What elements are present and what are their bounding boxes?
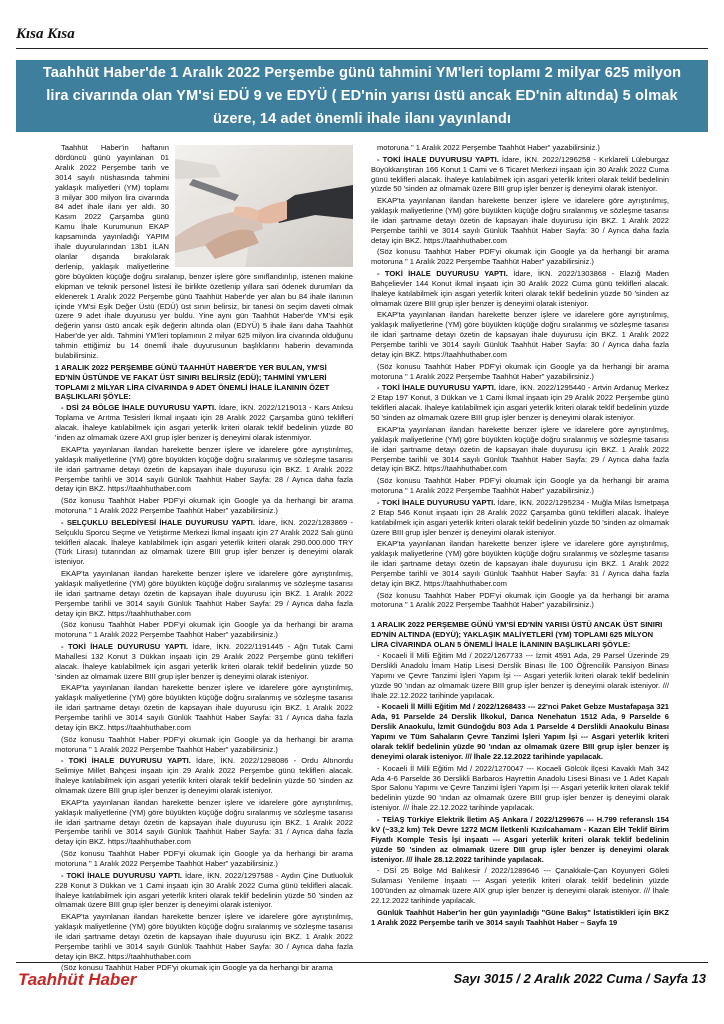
paragraph-text: EKAP'ta yayınlanan ilandan harekette benzer işlere ve idarelere göre ayrıştırılmış, yaklaşık maliyetlerine (YM) göre büyükten küçüğe doğru sıralanmış ve sözleşme tasarısı ile idari şartname detayı özetin de kapsayan ihale duyurusu için BKZ. 1 Aralık 2022 Perşembe tarihli ve 3014 sayılı Günlük Taahhüt Haber Sayfa: 30 / Ayrıca daha fazla detay için BKZ. https://taahhuthaber.com [371, 196, 669, 245]
article-body [55, 143, 669, 973]
paragraph-text: EKAP'ta yayınlanan ilandan harekette benzer işlere ve idarelere göre ayrıştırılmış, yaklaşık maliyetlerine (YM) göre büyükten küçüğe doğru sıralanmış ve sözleşme tasarısı ile idari şartname detayı özetin de kapsayan ihale duyurusu için BKZ. 1 Aralık 2022 Perşembe tarihli ve 3014 sayılı Günlük Taahhüt Haber Sayfa: 29 / Ayrıca daha fazla detay için BKZ. https://taahhuthaber.com [371, 424, 669, 474]
paragraph-text: EKAP'ta yayınlanan ilandan harekette benzer işlere ve idarelere göre ayrıştırılmış, yaklaşık maliyetlerine (YM) göre büyükten küçüğe doğru sıralanmış ve sözleşme tasarısı ile idari şartname detayı özetin de kapsayan ihale duyurusu için BKZ. 1 Aralık 2022 Perşembe tarihli ve 3014 sayılı Günlük Taahhüt Haber Sayfa: 31 / Ayrıca daha fazla detay için BKZ. https://taahhuthaber.com [371, 539, 669, 588]
paragraph-text: İdare, İKN. 2022/1283869 - Selçuklu Sporcu Seçme ve Yetiştirme Merkezi İkmal inşaatı için 27 Aralık 2022 Salı günü teklifleri alacak. İhaleye katılabilmek için asgari yeterlik kriteri olarak 290.000.000 TRY (Türk Lirası) tutarından az olmamak üzere BIII grup işler benzer iş deneyimi olarak isteniyor. [55, 517, 353, 567]
left-paragraph [55, 683, 353, 733]
left-paragraph [55, 642, 353, 682]
tender-item: - Kocaeli İl Milli Eğitim Md / 2022/1268433 --- 22'nci Paket Gebze Mustafapaşa 321 Ada, 91 Parselde 24 Derslik İlkokul, Darıca Nenehatun 1512 Ada, 9 Parselde 6 Derslik Anaokulu, İzmit Gündoğdu 803 Ada 1 Parselde 4 Derslikli Anaokulu Binası Yapımı ve Tüm Sahaların Çevre Tanzimi İşleri Yapım İşi --- Asgari yeterlik kriteri olarak teklif bedelinin yüzde 90 'ından az olmamak üzere BIII grup işler benzer iş deneyimi olarak isteniyor. /// İhale 22.12.2022 tarihinde yapılacak. [371, 702, 669, 761]
paragraph-text: EKAP'ta yayınlanan ilandan harekette benzer işlere ve idarelere göre ayrıştırılmış, yaklaşık maliyetlerine (YM) göre büyükten küçüğe doğru sıralanmış ve sözleşme tasarısı ile idari şartname detayı özetin de kapsayan ihale duyurusu için BKZ. 1 Aralık 2022 Perşembe tarihli ve 3014 sayılı Günlük Taahhüt Haber Sayfa: 30 / Ayrıca daha fazla detay için BKZ. https://taahhuthaber.com [371, 310, 669, 360]
paragraph-text: İdare, İKN. 2022/1219013 - Kars Atıksu Toplama ve Arıtma Tesisleri İkmal inşaatı için 28 Aralık 2022 Çarşamba günü teklifleri alacak. İhaleye katılabilmek için asgari yeterlik kriteri olarak teklif bedelinin yüzde 80 'inden az olmamak üzere AXI grup işler benzer iş deneyimi olarak istenmiyor. [55, 403, 353, 443]
paragraph-text: (Söz konusu Taahhüt Haber PDF'yi okumak için Google ya da herhangi bir arama motoruna " 1 Aralık 2022 Perşembe Taahhüt Haber" yazabilirsiniz.) [371, 476, 669, 496]
intro-paragraph: Taahhüt Haber'in haftanın dördüncü günü yayınlanan 01 Aralık 2022 Perşembe tarih ve 3014 sayılı nüshasında tahmini yaklaşık maliyetleri (YM) toplamı 3 milyar 300 milyon lira civarında 84 adet ihale ilanı yer aldı. 30 Kasım 2022 Çarşamba günü Kamu İhale Kurumunun EKAP kapsamında yayınladığı YAPIM ihale duyurularından 13b1 İLAN olanlar dışarıda bırakılarak derlenip, yaklaşık maliyetlerine göre büyükten küçüğe doğru sıralanıp, benzer işlere göre sınıflandırılıp, istenen makine ekipman ve teknik personel listesi ile birlikte özetlenip yıllara sari ödenek durumları da eklenerek 1 Aralık 2022 Perşembe günü Taahhüt Haber'de yer alan bu 84 ihale ilanının içinde YM'si Eşik Değer Üstü (EDÜ) üst sınırı belirsiz, bir tanesi ön seçim daveti olmak üzere 9 adet ihale duyurusu yer buldu. Yine aynı gün Taahhüt Haber'de YM'si eşik değerin yarısı üstü ancak eşik değerin altında olan (EDYÜ) 5 ihale ilanı daha Taahhüt Haber'de yer aldı. Tahmini YM'leri toplamının 2 milyar 625 milyon lira civarında olduğunu tahmin ettiğimiz bu 14 önemli ihale duyurusunun başlıklarını haberin devamında bulabilirsiniz. [55, 143, 353, 361]
issue-info: Sayı 3015 / 2 Aralık 2022 Cuma / Sayfa 13 [453, 971, 706, 986]
right-paragraph [371, 362, 669, 382]
right-paragraph [371, 591, 669, 611]
tender-item: - DSİ 25 Bölge Md Balıkesir / 2022/1289646 --- Çanakkale-Çan Koyunyeri Göleti Sulaması Yenileme İnşaatı --- Asgari yeterlik kriteri olarak teklif bedelinin yüzde 100'ünden az olmamak üzere AIX grup işler benzer iş deneyimi olarak isteniyor. /// İhale 22.12.2022 tarihinde yapılacak. [371, 866, 669, 905]
closing-note: Günlük Taahhüt Haber'in her gün yayınladığı "Güne Bakış" İstatistikleri için BKZ 1 Aralık 2022 Perşembe tarih ve 3014 sayılı Taahhüt Haber – Sayfa 19 [371, 907, 669, 927]
paragraph-text: İdare, İKN. 2022/1295234 - Muğla Milas İsmetpaşa 2 Etap 546 Konut inşaatı için 28 Aralık 2022 Çarşamba günü teklifleri alacak. İhaleye katılabilmek için asgari yeterlik kriteri olarak teklif bedelinin yüzde 50 'sinden az olmamak üzere BIII grup işler benzer iş deneyimi olarak isteniyor. [371, 497, 669, 537]
paragraph-text: EKAP'ta yayınlanan ilandan harekette benzer işlere ve idarelere göre ayrıştırılmış, yaklaşık maliyetlerine (YM) göre büyükten küçüğe doğru sıralanmış ve sözleşme tasarısı ile idari şartname detayı özetin de kapsayan ihale duyurusu için BKZ. 1 Aralık 2022 Perşembe tarihli ve 3014 sayılı Günlük Taahhüt Haber Sayfa: 29 / Ayrıca daha fazla detay için BKZ. https://taahhuthaber.com [55, 569, 353, 618]
right-paragraph [371, 310, 669, 360]
headline-banner [16, 60, 708, 132]
right-paragraph [371, 383, 669, 423]
paragraph-text: EKAP'ta yayınlanan ilandan harekette benzer işlere ve idarelere göre ayrıştırılmış, yaklaşık maliyetlerine (YM) göre büyükten küçüğe doğru sıralanmış ve sözleşme tasarısı ile idari şartname detayı özetin de kapsayan ihale duyurusu için BKZ. 1 Aralık 2022 Perşembe tarihli ve 3014 sayılı Günlük Taahhüt Haber Sayfa: 28 / Ayrıca daha fazla detay için BKZ. https://taahhuthaber.com [55, 444, 353, 494]
left-paragraph [55, 620, 353, 640]
left-paragraph [55, 518, 353, 568]
right-paragraph [371, 143, 669, 153]
tender-item: - Kocaeli İl Milli Eğitim Md / 2022/1267733 --- İzmit 4591 Ada, 29 Parsel Üzerinde 29 Derslikli Anadolu İmam Hatip Lisesi Derslik Binası İle 100 Öğrencilik Pansiyon Binası Yapımı ve Çevre Tanzimi İşleri Yapım İşi --- Asgari yeterlik kriteri olarak teklif bedelinin yüzde 90 'ından az olmamak üzere BIII grup işler benzer iş deneyimi olarak isteniyor. /// İhale 22.12.2022 tarihinde yapılacak. [371, 651, 669, 700]
paragraph-text: İdare, İKN. 2022/1191445 - Ağrı Tutak Cami Mahallesi 132 Konut 3 Dükkan inşaatı için 29 Aralık 2022 Perşembe günü teklifleri alacak. İhaleye katılabilmek için asgari yeterlik kriteri olarak teklif bedelinin yüzde 50 'sinden az olmamak üzere BIII grup işler benzer iş deneyimi olarak isteniyor. [55, 641, 353, 681]
handshake-photo [175, 145, 353, 267]
paragraph-text: (Söz konusu Taahhüt Haber PDF'yi okumak için Google ya da herhangi bir arama motoruna " 1 Aralık 2022 Perşembe Taahhüt Haber" yazabilirsiniz.) [55, 620, 353, 640]
left-paragraph [55, 871, 353, 911]
left-paragraph [55, 496, 353, 516]
paragraph-text: EKAP'ta yayınlanan ilandan harekette benzer işlere ve idarelere göre ayrıştırılmış, yaklaşık maliyetlerine (YM) göre büyükten küçüğe doğru sıralanmış ve sözleşme tasarısı ile idari şartname detayı özetin de kapsayan ihale duyurusu için BKZ. 1 Aralık 2022 Perşembe tarihli ve 3014 sayılı Günlük Taahhüt Haber Sayfa: 31 / Ayrıca daha fazla detay için BKZ. https://taahhuthaber.com [55, 797, 353, 847]
left-paragraph [55, 403, 353, 443]
left-paragraph [55, 735, 353, 755]
paragraph-text: İdare, İKN. 2022/1303868 - Elazığ Maden Bahçelievler 144 Konut ikmal inşaatı için 30 Aralık 2022 Cuma günü teklifleri alacak. İhaleye katılabilmek için asgari yeterlik kriteri olarak teklif bedelinin yüzde 50 'sinden az olmamak üzere BIII grup işler benzer iş deneyimi olarak isteniyor. [371, 269, 669, 308]
right-paragraph [371, 539, 669, 589]
article-column-left [55, 143, 353, 973]
notice-lead: - SELÇUKLU BELEDİYESİ İHALE DUYURUSU YAPTI. [61, 517, 255, 527]
paragraph-text: (Söz konusu Taahhüt Haber PDF'yi okumak için Google ya da herhangi bir arama motoruna " 1 Aralık 2022 Perşembe Taahhüt Haber" yazabilirsiniz.) [371, 590, 669, 610]
paragraph-text: EKAP'ta yayınlanan ilandan harekette benzer işlere ve idarelere göre ayrıştırılmış, yaklaşık maliyetlerine (YM) göre büyükten küçüğe doğru sıralanmış ve sözleşme tasarısı ile idari şartname detayı özetin de kapsayan ihale duyurusu için BKZ. 1 Aralık 2022 Perşembe tarihli ve 3014 sayılı Günlük Taahhüt Haber Sayfa: 31 / Ayrıca daha fazla detay için BKZ. https://taahhuthaber.com [55, 683, 353, 733]
paragraph-text: motoruna " 1 Aralık 2022 Perşembe Taahhüt Haber" yazabilirsiniz.) [377, 143, 600, 152]
left-paragraph [55, 798, 353, 848]
paragraph-text: İdare, İKN. 2022/1295440 - Artvin Ardanuç Merkez 2 Etap 197 Konut, 3 Dükkan ve 1 Cami İkmal inşaatı için 29 Aralık 2022 Perşembe günü teklifleri alacak. İhaleye katılabilmek için asgari yeterlik kriteri olarak teklif bedelinin yüzde 50 'sinden az olmamak üzere BIII grup işler benzer iş deneyimi olarak isteniyor. [371, 383, 669, 423]
left-paragraph [55, 445, 353, 495]
tender-item: - TEİAŞ Türkiye Elektrik İletim AŞ Ankara / 2022/1299676 --- H.799 referanslı 154 kV (~33,2 km) Tek Devre 1272 MCM İletkenli Kızılcahamam - Kazan EİH Teklif Birim Fiyatlı Komple Tesis İşi inşaatı --- Asgari yeterlik kriteri olarak teklif bedelinin yüzde 50 'sinden az olmamak üzere DIII grup işler benzer iş deneyimi olarak isteniyor. /// İhale 28.12.2022 tarihinde yapılacak. [371, 814, 669, 864]
right-paragraph [371, 155, 669, 195]
right-paragraph [371, 476, 669, 496]
footer-bar [16, 962, 708, 993]
paragraph-text: (Söz konusu Taahhüt Haber PDF'yi okumak için Google ya da herhangi bir arama motoruna " 1 Aralık 2022 Perşembe Taahhüt Haber" yazabilirsiniz.) [371, 361, 669, 381]
right-paragraph [371, 269, 669, 309]
headline: Taahhüt Haber'de 1 Aralık 2022 Perşembe günü tahmini YM'leri toplamı 2 milyar 625 milyon lira civarında olan YM'si EDÜ 9 ve EDYÜ ( ED'nin yarısı üstü ancak ED'nin altında) 5 olmak üzere, 14 adet önemli ihale ilanı yayınlandı [42, 64, 682, 127]
notice-lead: - TOKİ İHALE DUYURUSU YAPTI. [61, 870, 183, 880]
notice-lead: - TOKİ İHALE DUYURUSU YAPTI. [377, 154, 499, 164]
paragraph-text: (Söz konusu Taahhüt Haber PDF'yi okumak için Google ya da herhangi bir arama motoruna " 1 Aralık 2022 Perşembe Taahhüt Haber" yazabilirsiniz.) [55, 496, 353, 516]
paragraph-text: (Söz konusu Taahhüt Haber PDF'yi okumak için Google ya da herhangi bir arama motoruna " 1 Aralık 2022 Perşembe Taahhüt Haber" yazabilirsiniz.) [371, 247, 669, 267]
right-paragraph [371, 247, 669, 267]
left-paragraph [55, 912, 353, 962]
notice-lead: - TOKİ İHALE DUYURUSU YAPTI. [377, 383, 496, 393]
left-paragraph [55, 849, 353, 869]
right-paragraph [371, 425, 669, 475]
notice-lead: - TOKİ İHALE DUYURUSU YAPTI. [377, 497, 496, 507]
tender-item: - Kocaeli İl Milli Eğitim Md / 2022/1270047 --- Kocaeli Gölcük İlçesi Kavaklı Mah 342 Ada 4-6 Parselde 36 Derslikli Barbaros Hayrettin Anadolu Lisesi Binası ve 1 Adet Kapalı Spor Salonu Yapımı ve Çevre Tanzimi İşleri Yapım İşi --- Asgari yeterlik kriteri olarak teklif bedelinin yüzde 90 'ından az olmamak üzere BIII grup işler benzer iş deneyimi olarak isteniyor. /// İhale 22.12.2022 tarihinde yapılacak. [371, 763, 669, 813]
article-column-right [371, 143, 669, 959]
paragraph-text: (Söz konusu Taahhüt Haber PDF'yi okumak için Google ya da herhangi bir arama motoruna " 1 Aralık 2022 Perşembe Taahhüt Haber" yazabilirsiniz.) [55, 849, 353, 868]
section-heading: 1 ARALIK 2022 PERŞEMBE GÜNÜ TAAHHÜT HABER'DE YER BULAN, YM'Sİ ED'NİN ÜSTÜNDE VE FAKAT ÜST SINIRI BELİRSİZ (EDÜ); TAHMİNİ YM'LERİ TOPLAMI 2 MİLYAR LİRA CİVARINDA 9 ADET ÖNEMLİ İHALE İLANININ ÖZET BAŞLIKLARI ŞÖYLE: [55, 362, 330, 402]
paragraph-text: İdare, İKN. 2022/1298086 - Ordu Altınordu Selimiye Millet Bahçesi inşaatı için 29 Aralık 2022 Perşembe günü teklifleri alacak. İhaleye katılabilmek için asgari yeterlik kriteri olarak teklif bedelinin yüzde 50 'sinden az olmamak üzere BIII grup işler benzer iş deneyimi olarak isteniyor. [55, 756, 353, 796]
right-paragraph [371, 498, 669, 538]
section-label: Kısa Kısa [16, 26, 75, 42]
paragraph-text: (Söz konusu Taahhüt Haber PDF'yi okumak için Google ya da herhangi bir arama motoruna " 1 Aralık 2022 Perşembe Taahhüt Haber" yazabilirsiniz.) [55, 734, 353, 754]
paragraph-text: EKAP'ta yayınlanan ilandan harekette benzer işlere ve idarelere göre ayrıştırılmış, yaklaşık maliyetlerine (YM) göre büyükten küçüğe doğru sıralanmış ve sözleşme tasarısı ile idari şartname detayı özetin de kapsayan ihale duyurusu için BKZ. 1 Aralık 2022 Perşembe tarihli ve 3014 sayılı Günlük Taahhüt Haber Sayfa: 30 / Ayrıca daha fazla detay için BKZ. https://taahhuthaber.com [55, 912, 353, 961]
right-paragraph [371, 196, 669, 246]
notice-lead: - TOKİ İHALE DUYURUSU YAPTI. [377, 269, 508, 279]
publication-logo: Taahhüt Haber [18, 970, 137, 989]
left-paragraph [55, 569, 353, 619]
left-paragraph [55, 756, 353, 796]
notice-lead: - TOKİ İHALE DUYURUSU YAPTI. [61, 756, 191, 766]
top-bar [16, 26, 708, 49]
paragraph-text: İdare, İKN. 2022/1297588 - Aydın Çine Dutluoluk 228 Konut 3 Dükkan ve 1 Cami inşaatı için 30 Aralık 2022 Cuma günü teklifleri alacak. İhaleye katılabilmek için asgari yeterlik kriteri olarak teklif bedelinin yüzde 50 'sinden az olmamak üzere BIII grup işler benzer iş deneyimi olarak isteniyor. [55, 870, 353, 910]
notice-lead: - TOKİ İHALE DUYURUSU YAPTI. [61, 641, 189, 651]
paragraph-text: İdare, İKN. 2022/1296258 - Kırklareli Lüleburgaz Büyükkarıştıran 166 Konut 1 Cami ve 6 Ticaret Merkezi inşaatı için 30 Aralık 2022 Cuma günü teklifleri alacak. İhaleye katılabilmek için asgari yeterlik kriteri olarak teklif bedelinin yüzde 50 'sinden az olmamak üzere BIII grup işler benzer iş deneyimi olarak isteniyor. [371, 154, 669, 194]
section-heading: 1 ARALIK 2022 PERŞEMBE GÜNÜ YM'Sİ ED'NİN YARISI ÜSTÜ ANCAK ÜST SINIRI ED'NİN ALTINDA (EDYÜ); YAKLAŞIK MALİYETLERİ (YM) TOPLAMI 625 MİLYON LİRA CİVARINDA OLAN 5 ÖNEMLİ İHALE İLANININ BAŞLIKLARI ŞÖYLE: [371, 620, 663, 650]
paragraph-text: (Söz konusu Taahhüt Haber PDF'yi okumak için Google ya da herhangi bir arama [61, 963, 333, 973]
notice-lead: - DSİ 24 BÖLGE İHALE DUYURUSU YAPTI. [61, 403, 217, 413]
